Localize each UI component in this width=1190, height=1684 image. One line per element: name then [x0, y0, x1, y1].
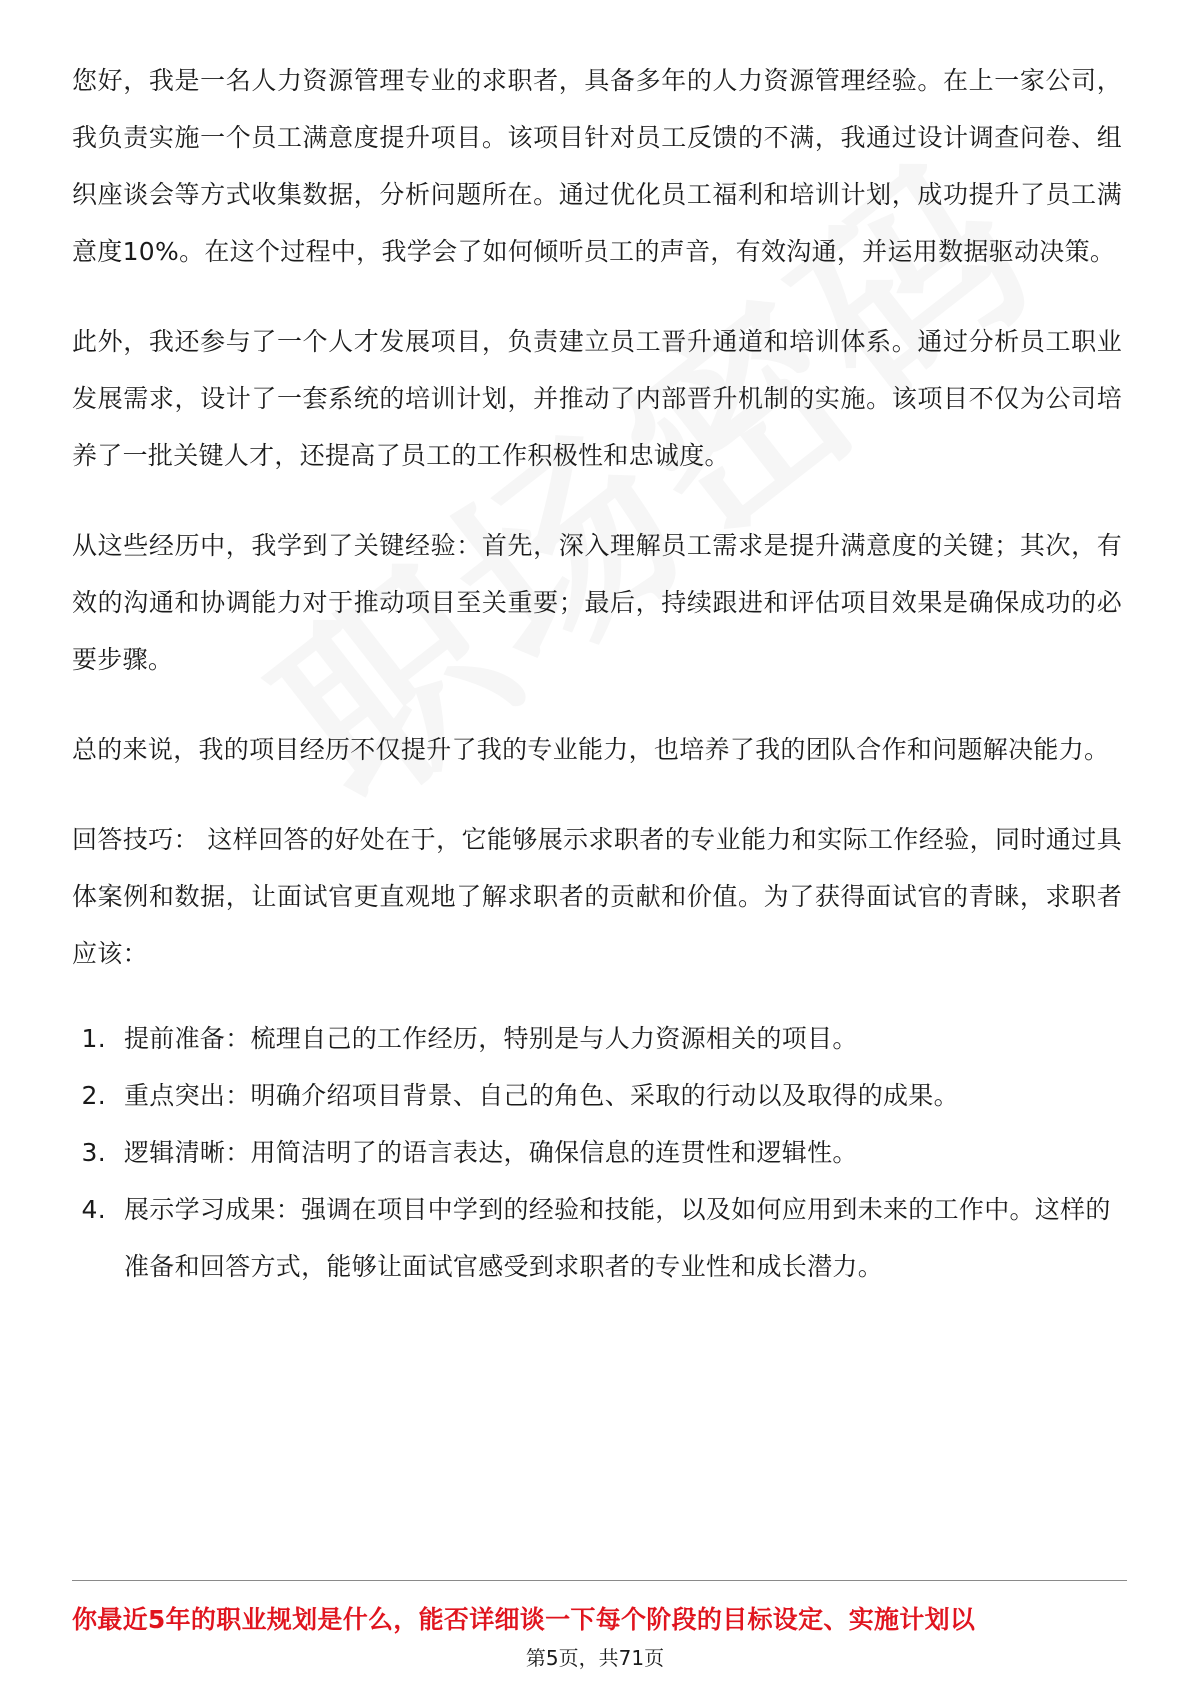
list-item	[72, 1124, 1122, 1181]
list-item-text: 提前准备：梳理自己的工作经历，特别是与人力资源相关的项目。	[124, 1024, 858, 1053]
next-question-heading: 你最近5年的职业规划是什么，能否详细谈一下每个阶段的目标设定、实施计划以	[72, 1605, 976, 1634]
tips-list	[72, 1010, 1122, 1295]
list-item-number: 4.	[81, 1195, 106, 1224]
list-item-text: 展示学习成果：强调在项目中学到的经验和技能，以及如何应用到未来的工作中。这样的准备和回答方式，能够让面试官感受到求职者的专业性和成长潜力。	[124, 1195, 1111, 1281]
paragraph-experience: 您好，我是一名人力资源管理专业的求职者，具备多年的人力资源管理经验。在上一家公司，我负责实施一个员工满意度提升项目。该项目针对员工反馈的不满，我通过设计调查问卷、组织座谈会等方式收集数据，分析问题所在。通过优化员工福利和培训计划，成功提升了员工满意度10%。在这个过程中，我学会了如何倾听员工的声音，有效沟通，并运用数据驱动决策。	[72, 66, 1122, 266]
list-item	[72, 1010, 1122, 1067]
paragraph-talent-project: 此外，我还参与了一个人才发展项目，负责建立员工晋升通道和培训体系。通过分析员工职业发展需求，设计了一套系统的培训计划，并推动了内部晋升机制的实施。该项目不仅为公司培养了一批关键人才，还提高了员工的工作积极性和忠诚度。	[72, 327, 1122, 470]
paragraph-lessons: 从这些经历中，我学到了关键经验：首先，深入理解员工需求是提升满意度的关键；其次，有效的沟通和协调能力对于推动项目至关重要；最后，持续跟进和评估项目效果是确保成功的必要步骤。	[72, 531, 1122, 674]
list-item-number: 2.	[81, 1081, 106, 1110]
list-item	[72, 1067, 1122, 1124]
list-item-text: 重点突出：明确介绍项目背景、自己的角色、采取的行动以及取得的成果。	[124, 1081, 959, 1110]
list-item-number: 1.	[81, 1024, 106, 1053]
paragraph-summary: 总的来说，我的项目经历不仅提升了我的专业能力，也培养了我的团队合作和问题解决能力。	[72, 735, 1110, 764]
page-content	[72, 52, 1122, 1295]
list-item-text: 逻辑清晰：用简洁明了的语言表达，确保信息的连贯性和逻辑性。	[124, 1138, 858, 1167]
list-item-number: 3.	[81, 1138, 106, 1167]
section-divider	[72, 1580, 1127, 1581]
paragraph-answer-tips: 回答技巧： 这样回答的好处在于，它能够展示求职者的专业能力和实际工作经验，同时通过具体案例和数据，让面试官更直观地了解求职者的贡献和价值。为了获得面试官的青睐，求职者应该：	[72, 825, 1122, 968]
page-number: 第5页，共71页	[525, 1646, 665, 1670]
list-item	[72, 1181, 1122, 1295]
